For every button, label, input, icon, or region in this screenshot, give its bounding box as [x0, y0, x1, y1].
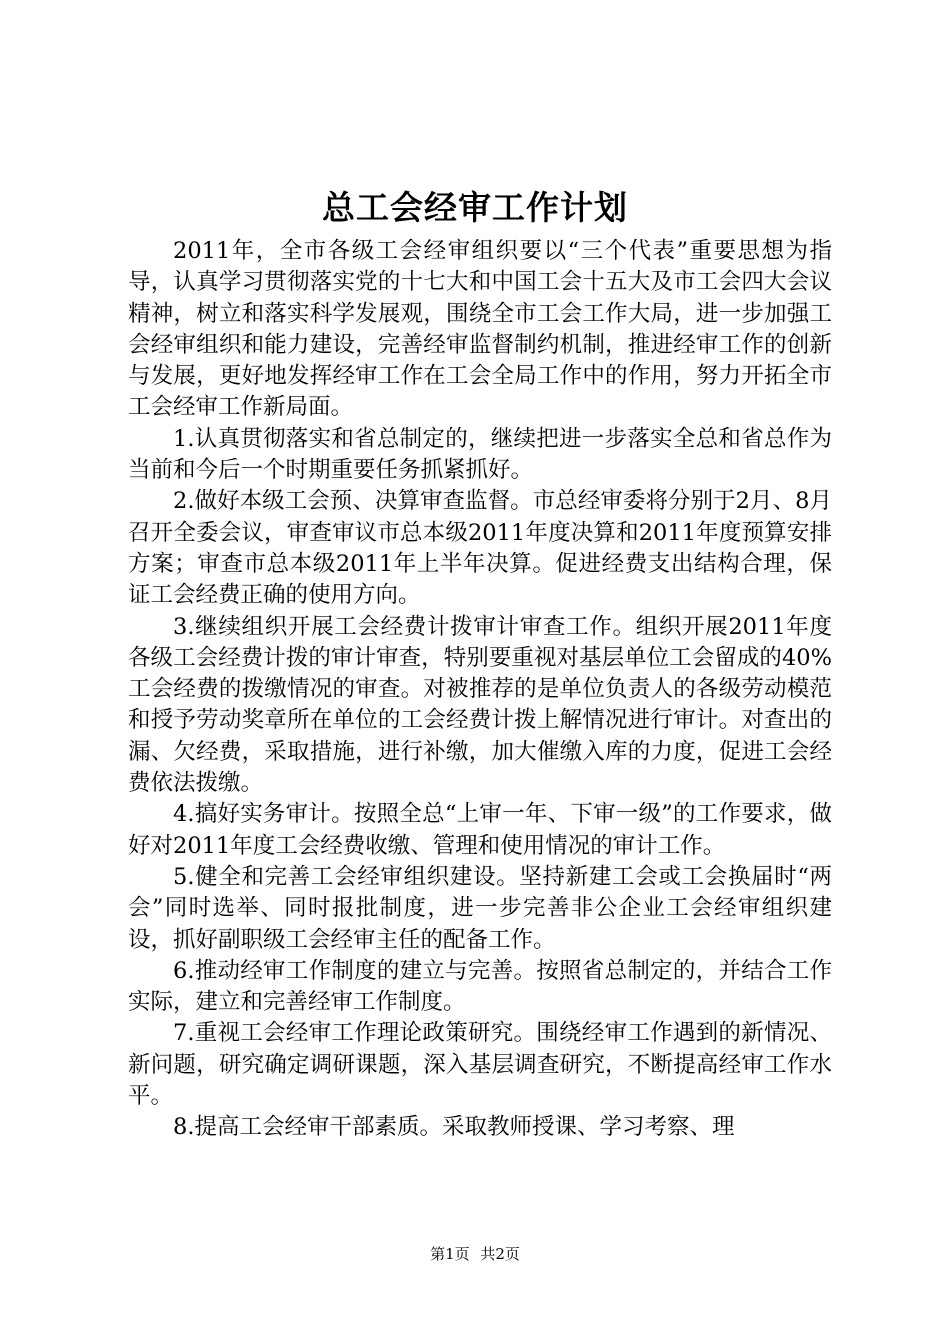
document-title: 总工会经审工作计划	[322, 188, 628, 227]
paragraph-intro: 2011年，全市各级工会经审组织要以“三个代表”重要思想为指导，认真学习贯彻落实党的十七大和中国工会十五大及市工会四大会议精神，树立和落实科学发展观，围绕全市工会工作大局，进一步加强工会经审组织和能力建设，完善经审监督制约机制，推进经审工作的创新与发展，更好地发挥经审工作在工会全局工作中的作用，努力开拓全市工会经审工作新局面。	[128, 238, 832, 421]
paragraph-item-4: 4.搞好实务审计。按照全总“上审一年、下审一级”的工作要求，做好对2011年度工会经费收缴、管理和使用情况的审计工作。	[128, 801, 832, 859]
paragraph-item-5: 5.健全和完善工会经审组织建设。坚持新建工会或工会换届时“两会”同时选举、同时报批制度，进一步完善非公企业工会经审组织建设，抓好副职级工会经审主任的配备工作。	[128, 863, 832, 953]
paragraph-item-8: 8.提高工会经审干部素质。采取教师授课、学习考察、理	[173, 1114, 735, 1141]
paragraph-item-7: 7.重视工会经审工作理论政策研究。围绕经审工作遇到的新情况、新问题，研究确定调研课题，深入基层调查研究，不断提高经审工作水平。	[128, 1020, 832, 1110]
paragraph-item-3: 3.继续组织开展工会经费计拨审计审查工作。组织开展2011年度各级工会经费计拨的审计审查，特别要重视对基层单位工会留成的40%工会经费的拨缴情况的审查。对被推荐的是单位负责人的各级劳动模范和授予劳动奖章所在单位的工会经费计拨上解情况进行审计。对查出的漏、欠经费，采取措施，进行补缴，加大催缴入库的力度，促进工会经费依法拨缴。	[128, 613, 832, 797]
page-total: 共2页	[480, 1245, 520, 1263]
paragraph-item-1: 1.认真贯彻落实和省总制定的，继续把进一步落实全总和省总作为当前和今后一个时期重要任务抓紧抓好。	[128, 425, 832, 484]
paragraph-item-2: 2.做好本级工会预、决算审查监督。市总经审委将分别于2月、8月召开全委会议，审查审议市总本级2011年度决算和2011年度预算安排方案；审查市总本级2011年上半年决算。促进经费支出结构合理，保证工会经费正确的使用方向。	[128, 488, 832, 609]
paragraph-item-6: 6.推动经审工作制度的建立与完善。按照省总制定的，并结合工作实际，建立和完善经审工作制度。	[128, 957, 832, 1016]
page-number: 第1页	[430, 1245, 470, 1263]
page-footer	[0, 1244, 950, 1264]
document-body	[128, 236, 832, 1144]
